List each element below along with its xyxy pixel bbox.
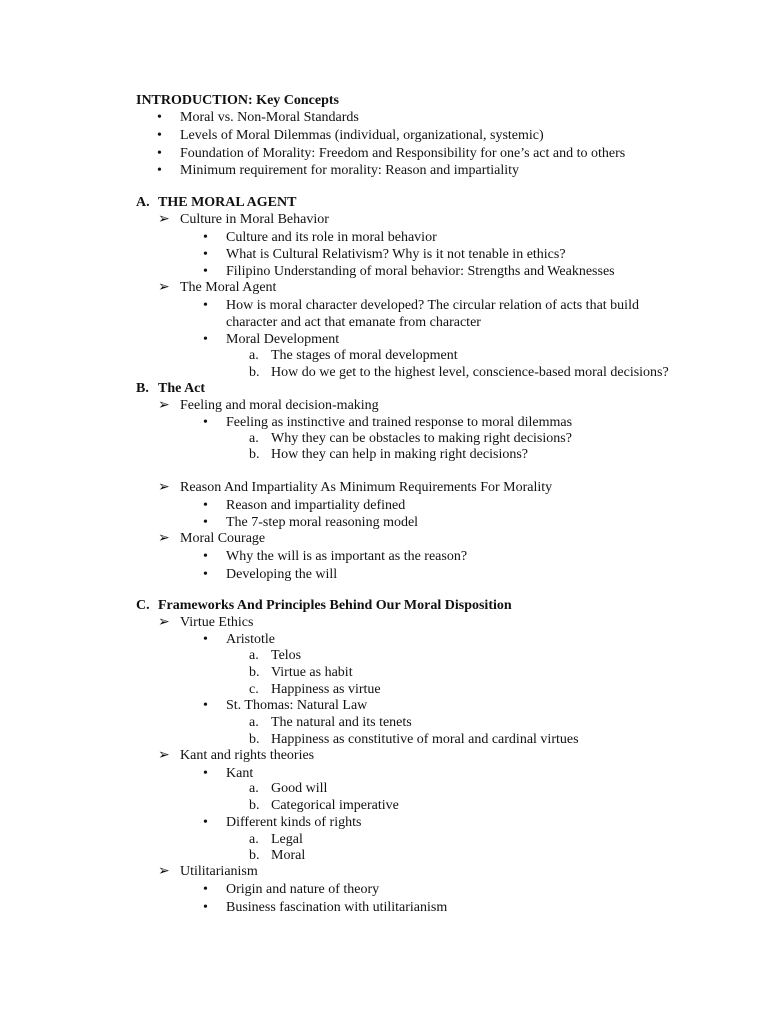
bullet: •	[203, 230, 208, 245]
intro-heading: INTRODUCTION: Key Concepts	[136, 93, 339, 108]
item-marker: a.	[249, 431, 259, 446]
subsection-title: Moral Courage	[180, 531, 266, 546]
bullet: •	[203, 549, 208, 564]
bullet: •	[203, 247, 208, 262]
subsection-title: Feeling and moral decision-making	[180, 398, 379, 413]
list-item: Different kinds of rights	[226, 815, 362, 830]
bullet: •	[203, 632, 208, 647]
section-letter: C.	[136, 598, 150, 613]
section-heading: The Act	[158, 381, 206, 396]
sub-item: Good will	[271, 781, 328, 796]
item-marker: a.	[249, 348, 259, 363]
intro-item: Levels of Moral Dilemmas (individual, organizational, systemic)	[180, 128, 544, 143]
list-item: Feeling as instinctive and trained response to moral dilemmas	[226, 415, 573, 430]
list-item: Culture and its role in moral behavior	[226, 230, 437, 245]
sub-item: Legal	[271, 832, 303, 847]
list-item: What is Cultural Relativism? Why is it not tenable in ethics?	[226, 247, 566, 262]
section-letter: A.	[136, 195, 150, 210]
bullet: •	[157, 110, 162, 125]
arrow-bullet-icon: ➢	[158, 748, 170, 763]
intro-item: Moral vs. Non-Moral Standards	[180, 110, 359, 125]
item-marker: b.	[249, 365, 260, 380]
bullet: •	[203, 332, 208, 347]
arrow-bullet-icon: ➢	[158, 864, 170, 879]
bullet: •	[203, 698, 208, 713]
section-letter: B.	[136, 381, 149, 396]
arrow-bullet-icon: ➢	[158, 531, 170, 546]
bullet: •	[203, 415, 208, 430]
sub-item: Categorical imperative	[271, 798, 399, 813]
list-item: How is moral character developed? The circular relation of acts that build	[226, 298, 639, 313]
sub-item: How they can help in making right decisions?	[271, 447, 528, 462]
item-marker: a.	[249, 781, 259, 796]
sub-item: Why they can be obstacles to making right decisions?	[271, 431, 572, 446]
list-item: Moral Development	[226, 332, 340, 347]
arrow-bullet-icon: ➢	[158, 615, 170, 630]
sub-item: Happiness as virtue	[271, 682, 381, 697]
bullet: •	[203, 815, 208, 830]
arrow-bullet-icon: ➢	[158, 280, 170, 295]
list-item: Aristotle	[226, 632, 275, 647]
list-item: Reason and impartiality defined	[226, 498, 406, 513]
arrow-bullet-icon: ➢	[158, 212, 170, 227]
list-item: The 7-step moral reasoning model	[226, 515, 419, 530]
subsection-title: Virtue Ethics	[180, 615, 254, 630]
bullet: •	[203, 766, 208, 781]
section-heading: THE MORAL AGENT	[158, 195, 297, 210]
item-marker: b.	[249, 732, 260, 747]
list-item: St. Thomas: Natural Law	[226, 698, 368, 713]
subsection-title: Reason And Impartiality As Minimum Requirements For Morality	[180, 480, 553, 495]
sub-item: Moral	[271, 848, 306, 863]
list-item: Origin and nature of theory	[226, 882, 380, 897]
section-heading: Frameworks And Principles Behind Our Moral Disposition	[158, 598, 512, 613]
subsection-title: Utilitarianism	[180, 864, 258, 879]
intro-item: Minimum requirement for morality: Reason and impartiality	[180, 163, 520, 178]
sub-item: The stages of moral development	[271, 348, 458, 363]
bullet: •	[203, 264, 208, 279]
bullet: •	[203, 567, 208, 582]
item-marker: c.	[249, 682, 259, 697]
sub-item: Telos	[271, 648, 302, 663]
list-item: Developing the will	[226, 567, 338, 582]
subsection-title: Kant and rights theories	[180, 748, 315, 763]
list-item: Kant	[226, 766, 254, 781]
item-marker: b.	[249, 447, 260, 462]
sub-item: The natural and its tenets	[271, 715, 412, 730]
arrow-bullet-icon: ➢	[158, 480, 170, 495]
item-marker: a.	[249, 832, 259, 847]
subsection-title: Culture in Moral Behavior	[180, 212, 329, 227]
bullet: •	[203, 498, 208, 513]
item-marker: b.	[249, 665, 260, 680]
item-marker: a.	[249, 648, 259, 663]
bullet: •	[203, 882, 208, 897]
item-marker: a.	[249, 715, 259, 730]
list-item: Filipino Understanding of moral behavior: Strengths and Weaknesses	[226, 264, 615, 279]
bullet: •	[157, 146, 162, 161]
list-item: Why the will is as important as the reason?	[226, 549, 468, 564]
bullet: •	[203, 298, 208, 313]
item-marker: b.	[249, 848, 260, 863]
bullet: •	[203, 515, 208, 530]
subsection-title: The Moral Agent	[180, 280, 277, 295]
list-item: Business fascination with utilitarianism	[226, 900, 448, 915]
intro-item: Foundation of Morality: Freedom and Responsibility for one’s act and to others	[180, 146, 626, 161]
item-marker: b.	[249, 798, 260, 813]
bullet: •	[203, 900, 208, 915]
sub-item: How do we get to the highest level, conscience-based moral decisions?	[271, 365, 669, 380]
sub-item: Happiness as constitutive of moral and cardinal virtues	[271, 732, 579, 747]
sub-item: Virtue as habit	[271, 665, 353, 680]
bullet: •	[157, 163, 162, 178]
list-item-continuation: character and act that emanate from character	[226, 315, 481, 330]
arrow-bullet-icon: ➢	[158, 398, 170, 413]
bullet: •	[157, 128, 162, 143]
